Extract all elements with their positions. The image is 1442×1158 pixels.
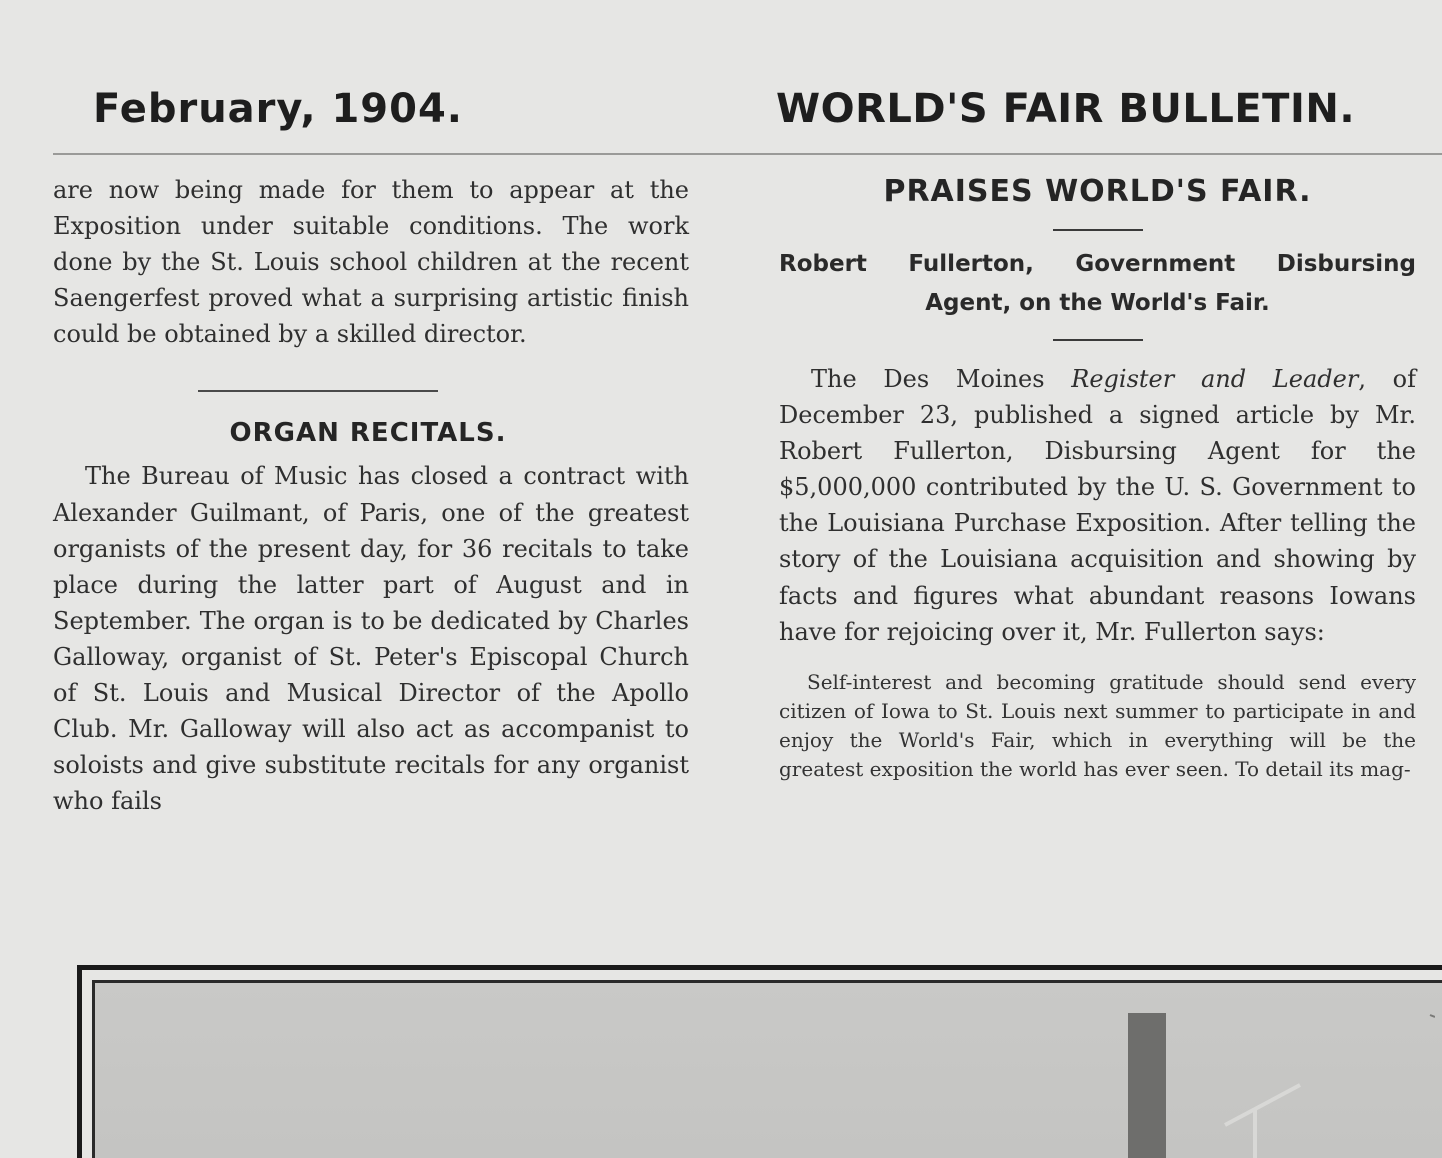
right-column [779,172,1416,784]
header-divider [53,153,1442,155]
photo-crossbar [1225,1085,1300,1125]
subheading-line-2: Agent, on the World's Fair. [925,290,1270,316]
photograph [95,983,1442,1158]
organ-recitals-paragraph: The Bureau of Music has closed a contract with Alexander Guilmant, of Paris, one of the greatest organists of the present day, for 36 recitals to take place during the latter part of August and in September. The organ is to be dedicated by Charles Galloway, organist of St. Peter's Episcopal Church of St. Louis and Musical Director of the Apollo Club. Mr. Galloway will also act as accompanist to soloists and give substitute recitals for any organist who fails [53,462,689,816]
organ-recitals-heading: ORGAN RECITALS. [229,418,507,449]
photo-frame [77,965,1442,1158]
heading-divider [1053,229,1143,231]
article-paragraph [779,361,1416,650]
newspaper-name: Register and Leader [1071,365,1359,393]
left-column [53,172,689,819]
subheading-line-1: Robert Fullerton, Government Disbursing [779,251,1416,277]
photo-pole [1128,1013,1166,1158]
photo-wire [1430,1015,1435,1017]
praises-worlds-fair-heading: PRAISES WORLD'S FAIR. [883,174,1312,209]
header-date: February, 1904. [93,86,463,132]
section-divider [198,390,438,392]
article-text-rest: , of December 23, published a signed article by Mr. Robert Fullerton, Disbursing Agent for the $5,000,000 contributed by the U. S. Government to the Louisiana Purchase Exposition. After telling the story of the Louisiana acquisition and showing by facts and figures what abundant reasons Iowans have for rejoicing over it, Mr. Fullerton says: [779,365,1416,646]
subheading-divider [1053,339,1143,341]
header-publication-title: WORLD'S FAIR BULLETIN. [776,86,1356,132]
article-text-start: The Des Moines [811,365,1072,393]
article-subheading [779,245,1416,323]
photograph-illustration [95,983,1435,1158]
quoted-passage: Self-interest and becoming gratitude should send every citizen of Iowa to St. Louis next summer to participate in and enjoy the World's Fair, which in everything will be the greatest exposition the world has ever seen. To detail its mag- [779,669,1416,781]
continuation-paragraph: are now being made for them to appear at the Exposition under suitable conditions. The work done by the St. Louis school children at the recent Saengerfest proved what a surprising artistic finish could be obtained by a skilled director. [53,176,689,349]
